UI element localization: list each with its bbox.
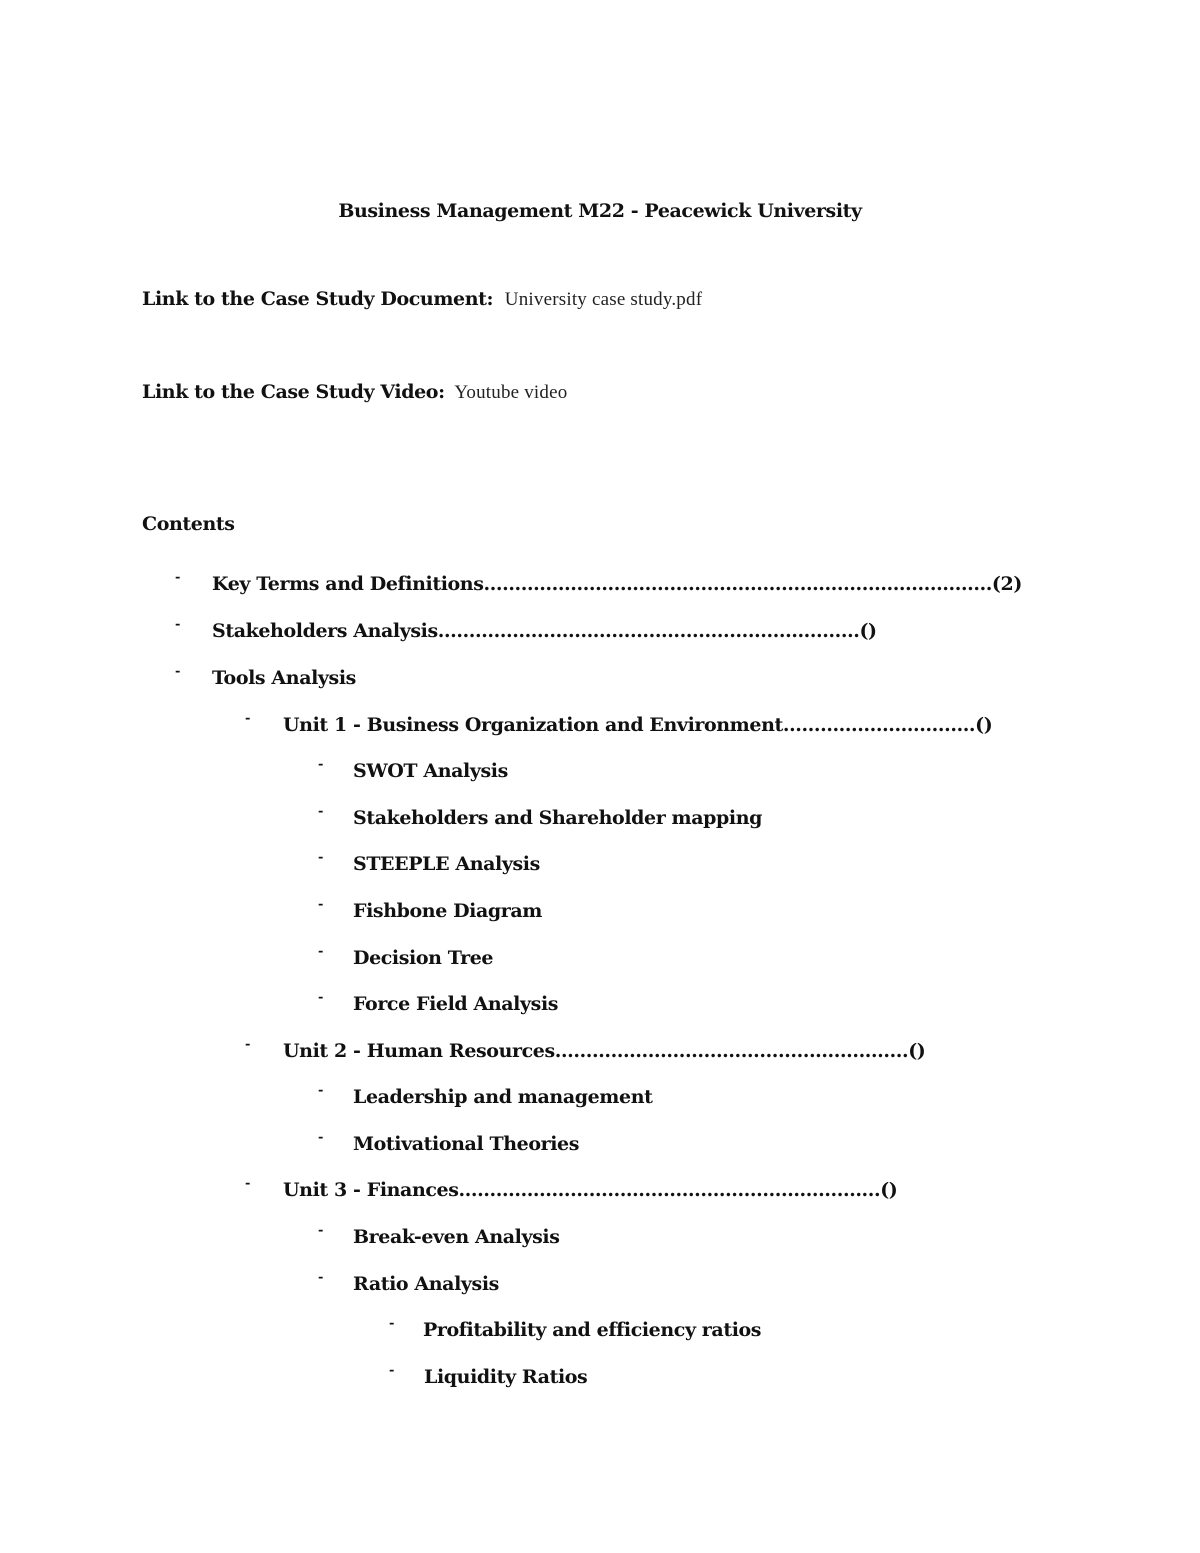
toc-label: Decision Tree — [353, 947, 494, 969]
toc-label: Unit 1 - Business Organization and Environment……………….……..….() — [283, 714, 993, 736]
toc-label: Tools Analysis — [212, 667, 356, 689]
dash-bullet-icon: - — [318, 1130, 323, 1145]
toc-label: Liquidity Ratios — [424, 1366, 588, 1388]
dash-bullet-icon: - — [175, 617, 180, 632]
toc-label: Break-even Analysis — [353, 1226, 560, 1248]
dash-bullet-icon: - — [318, 990, 323, 1005]
dash-bullet-icon: - — [318, 897, 323, 912]
toc-label: STEEPLE Analysis — [353, 853, 540, 875]
dash-bullet-icon: - — [318, 1083, 323, 1098]
contents-heading: Contents — [142, 513, 235, 535]
toc-label: Force Field Analysis — [353, 993, 559, 1015]
dash-bullet-icon: - — [245, 1037, 250, 1052]
dash-bullet-icon: - — [175, 570, 180, 585]
toc-label: Ratio Analysis — [353, 1273, 499, 1295]
toc-label: Stakeholders and Shareholder mapping — [353, 807, 763, 829]
dash-bullet-icon: - — [318, 804, 323, 819]
toc-label: Fishbone Diagram — [353, 900, 543, 922]
dash-bullet-icon: - — [245, 711, 250, 726]
toc-label: Unit 2 - Human Resources…………………………………………..…….() — [283, 1040, 926, 1062]
toc-label: Motivational Theories — [353, 1133, 580, 1155]
case-study-video-link[interactable]: Youtube video — [454, 382, 568, 403]
toc-label: Unit 3 - Finances………………………………………….………….…...() — [283, 1179, 898, 1201]
dash-bullet-icon: - — [389, 1363, 394, 1378]
dash-bullet-icon: - — [175, 664, 180, 679]
dash-bullet-icon: - — [245, 1176, 250, 1191]
dash-bullet-icon: - — [318, 1223, 323, 1238]
toc-label: SWOT Analysis — [353, 760, 508, 782]
toc-label: Profitability and efficiency ratios — [423, 1319, 762, 1341]
dash-bullet-icon: - — [318, 850, 323, 865]
toc-label: Leadership and management — [353, 1086, 653, 1108]
case-study-video-line — [142, 381, 567, 404]
case-study-document-label: Link to the Case Study Document: — [142, 288, 494, 310]
toc-label: Key Terms and Definitions……………………………………………….………………………(2) — [212, 573, 1022, 595]
dash-bullet-icon: - — [318, 944, 323, 959]
dash-bullet-icon: - — [389, 1316, 394, 1331]
case-study-video-label: Link to the Case Study Video: — [142, 381, 445, 403]
document-title: Business Management M22 - Peacewick University — [338, 200, 862, 222]
dash-bullet-icon: - — [318, 1270, 323, 1285]
case-study-document-link[interactable]: University case study.pdf — [504, 289, 703, 310]
toc-label: Stakeholders Analysis………………….…………..……..……………………() — [212, 620, 877, 642]
dash-bullet-icon: - — [318, 757, 323, 772]
case-study-document-line — [142, 288, 702, 311]
